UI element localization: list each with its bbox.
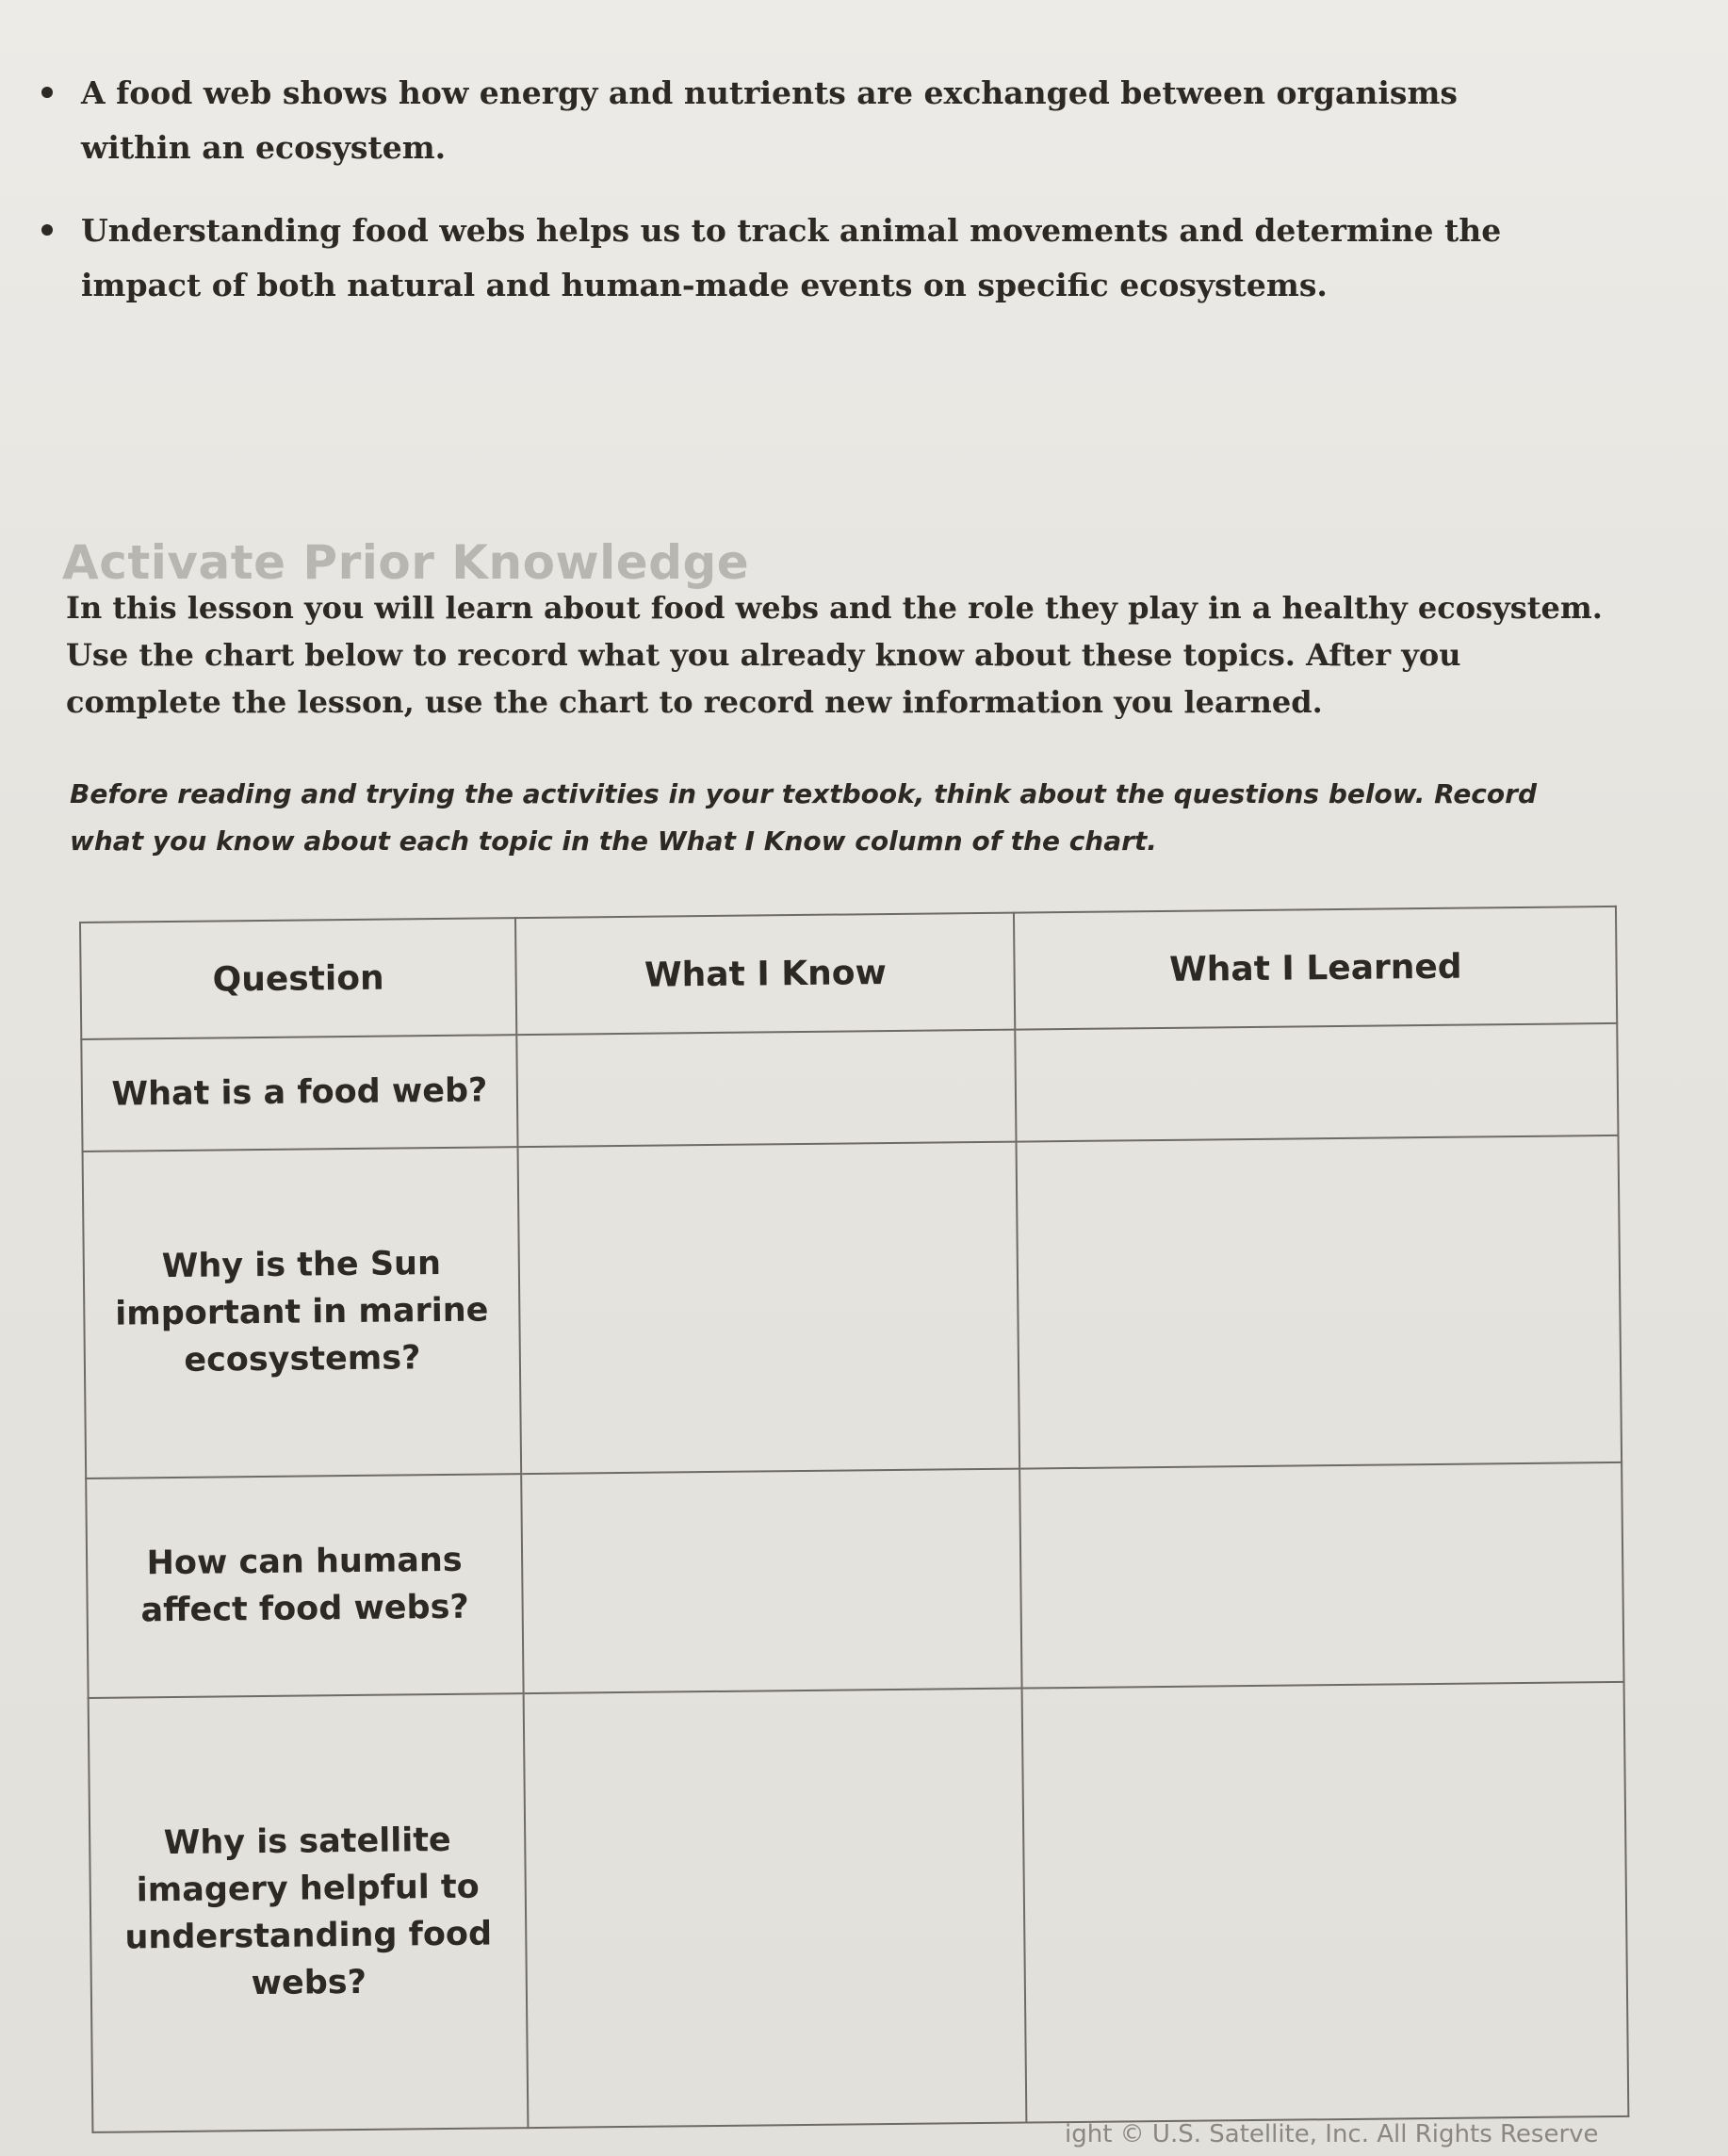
bullet-dot-icon xyxy=(41,87,53,98)
section-heading: Activate Prior Knowledge xyxy=(62,535,750,590)
what-i-learned-cell[interactable] xyxy=(1017,1135,1622,1469)
what-i-know-cell[interactable] xyxy=(518,1141,1020,1474)
bullet-item xyxy=(41,204,1549,313)
bullet-item xyxy=(41,66,1549,175)
table-row xyxy=(86,1462,1623,1698)
instructions-paragraph: Before reading and trying the activities in your textbook, think about the questions below. Record what you know about each topic in the What I Know column of the chart. xyxy=(70,778,1537,857)
table-row xyxy=(81,1023,1618,1152)
question-cell: How can humans affect food webs? xyxy=(86,1474,523,1698)
question-cell: Why is satellite imagery helpful to understanding food webs? xyxy=(89,1693,529,2132)
what-i-learned-cell[interactable] xyxy=(1020,1462,1624,1689)
header-what-i-learned: What I Learned xyxy=(1014,906,1617,1030)
header-question: Question xyxy=(80,918,516,1039)
kwl-chart xyxy=(79,906,1629,2133)
bullet-list xyxy=(41,66,1549,341)
what-i-know-cell[interactable] xyxy=(524,1688,1027,2128)
table-row xyxy=(83,1135,1622,1478)
what-i-learned-cell[interactable] xyxy=(1016,1023,1619,1141)
intro-paragraph: In this lesson you will learn about food webs and the role they play in a healthy ecosystem. Use the chart below to record what you already know about these topics. After you complete the lesson, use the chart to record new information you learned. xyxy=(66,590,1603,720)
bullet-text: A food web shows how energy and nutrients are exchanged between organisms within an ecosystem. xyxy=(81,74,1458,166)
chart-header-row xyxy=(80,906,1617,1039)
question-cell: Why is the Sun important in marine ecosystems? xyxy=(83,1147,522,1478)
what-i-learned-cell[interactable] xyxy=(1022,1682,1628,2123)
header-what-i-know: What I Know xyxy=(515,913,1016,1036)
question-cell: What is a food web? xyxy=(81,1035,517,1152)
what-i-know-cell[interactable] xyxy=(521,1468,1022,1692)
table-row xyxy=(89,1682,1629,2132)
what-i-know-cell[interactable] xyxy=(516,1030,1017,1147)
copyright-footer: ight © U.S. Satellite, Inc. All Rights Reserve xyxy=(1065,2120,1599,2148)
bullet-text: Understanding food webs helps us to track animal movements and determine the impact of both natural and human-made events on specific ecosystems. xyxy=(81,212,1502,303)
bullet-dot-icon xyxy=(41,224,53,236)
